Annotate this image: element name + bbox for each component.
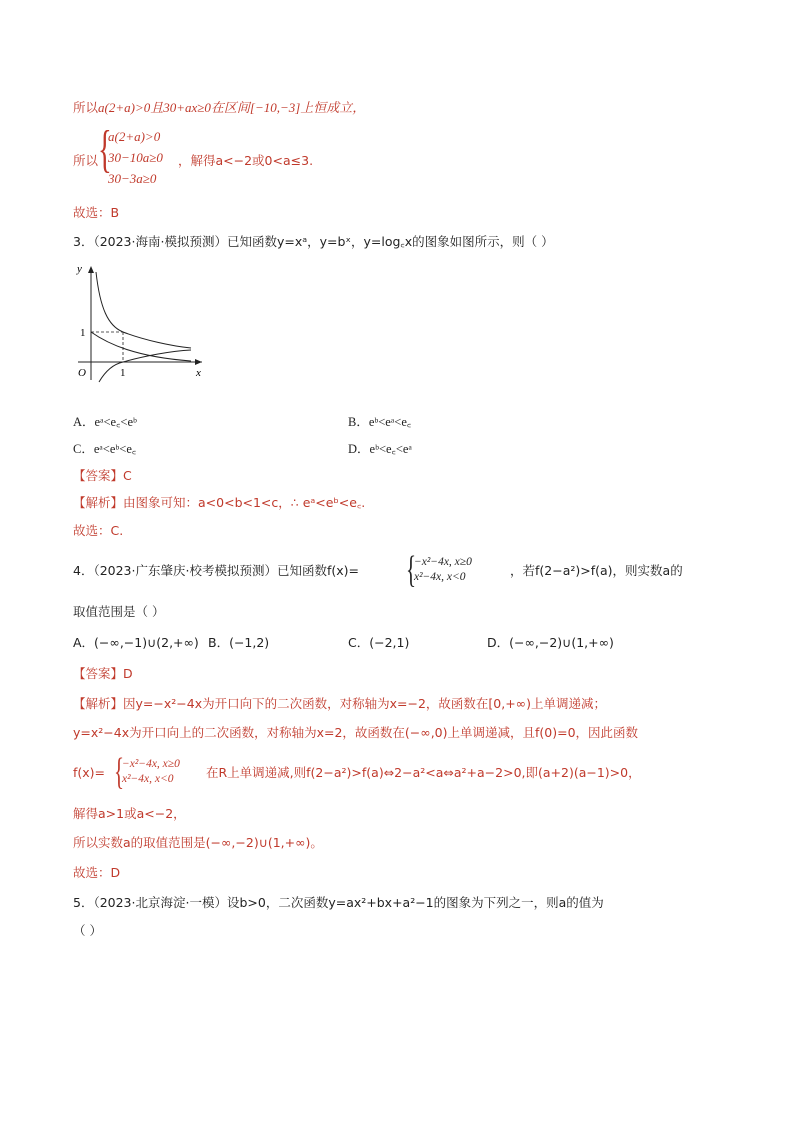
analysis-text-1: 因y=−x²−4x为开口向下的二次函数，对称轴为x=−2，故函数在[0,+∞)上单调递减； bbox=[123, 696, 606, 711]
analysis-text: 由图象可知：a<0<b<1<c，∴ eᵃ<eᵇ<e꜀. bbox=[123, 495, 366, 510]
q4-analysis-line-3-suffix: 在R上单调递减,则f(2−a²)>f(a)⇔2−a²<a⇔a²+a−2>0,即(a+2)(a−1)>0， bbox=[206, 765, 641, 780]
piece-row-1: −x²−4x, x≥0 bbox=[414, 556, 472, 568]
y-axis-label: y bbox=[77, 263, 82, 275]
system-brace: { bbox=[98, 121, 112, 178]
q3-function-graph bbox=[66, 258, 216, 388]
text-so: 所以 bbox=[73, 100, 99, 115]
q3-option-b[interactable]: B．eᵇ<eᵃ<e꜀ bbox=[348, 415, 412, 429]
q4-option-d[interactable]: D．(−∞,−2)∪(1,+∞) bbox=[487, 635, 614, 650]
choice-line-b: 故选：B bbox=[73, 205, 120, 220]
q3-option-c[interactable]: C．eᵃ<eᵇ<e꜀ bbox=[73, 442, 137, 456]
q4-analysis-brace: { bbox=[114, 751, 125, 793]
q4-option-b[interactable]: B．(−1,2) bbox=[208, 635, 270, 650]
origin-label: O bbox=[78, 367, 86, 379]
y-axis-arrow-icon bbox=[88, 266, 94, 273]
condition-expr: a(2+a)>0且30+ax≥0在区间[−10,−3]上恒成立， bbox=[98, 100, 366, 115]
x-axis-label: x bbox=[196, 367, 201, 379]
q4-analysis-line-3-prefix: f(x)= bbox=[73, 765, 106, 780]
q4-option-c[interactable]: C．(−2,1) bbox=[348, 635, 410, 650]
q3-choice-line: 故选：C. bbox=[73, 523, 124, 538]
piece-row-2: x²−4x, x<0 bbox=[414, 571, 466, 583]
q3-analysis-line bbox=[73, 495, 365, 511]
q4-piecewise bbox=[414, 555, 472, 585]
analysis-piece-row-2: x²−4x, x<0 bbox=[122, 773, 174, 785]
q3-stem: 3．（2023·海南·模拟预测）已知函数y=xᵃ，y=bˣ，y=log꜀x的图象如图所示，则（ ） bbox=[73, 234, 554, 249]
line-so-system-prefix: 所以 bbox=[73, 153, 99, 168]
line-so-condition bbox=[73, 100, 365, 116]
system-row-1: a(2+a)>0 bbox=[108, 129, 161, 144]
q3-option-d[interactable]: D．eᵇ<e꜀<eᵃ bbox=[348, 442, 412, 456]
q4-analysis-piecewise bbox=[122, 757, 180, 787]
q4-analysis-line-4: 解得a>1或a<−2， bbox=[73, 806, 186, 821]
q3-answer-line bbox=[73, 468, 132, 484]
answer-tag: 【答案】 bbox=[73, 666, 124, 681]
inequality-system bbox=[108, 126, 163, 189]
analysis-tag: 【解析】 bbox=[73, 495, 124, 510]
q4-stem-line-2: 取值范围是（ ） bbox=[73, 604, 165, 619]
q3-option-a[interactable]: A．eᵃ<e꜀<eᵇ bbox=[73, 415, 137, 429]
x-axis-arrow-icon bbox=[195, 359, 202, 365]
q4-answer-line bbox=[73, 666, 133, 682]
system-row-2: 30−10a≥0 bbox=[108, 150, 163, 165]
q4-option-a[interactable]: A．(−∞,−1)∪(2,+∞) bbox=[73, 635, 199, 650]
q4-analysis-line-2: y=x²−4x为开口向上的二次函数，对称轴为x=2，故函数在(−∞,0)上单调递减，且f(0)=0，因此函数 bbox=[73, 725, 639, 740]
analysis-tag: 【解析】 bbox=[73, 696, 124, 711]
curve-power-function bbox=[96, 272, 191, 348]
q4-choice-line: 故选：D bbox=[73, 865, 121, 880]
q5-stem-line-2: （ ） bbox=[73, 923, 102, 938]
answer-value: C bbox=[123, 468, 132, 483]
system-row-3: 30−3a≥0 bbox=[108, 171, 157, 186]
system-solution: ，解得a<−2或0<a≤3. bbox=[178, 153, 314, 168]
q4-analysis-line-1 bbox=[73, 696, 606, 712]
q4-stem-suffix: ，若f(2−a²)>f(a)，则实数a的 bbox=[510, 563, 683, 578]
answer-value: D bbox=[123, 666, 133, 681]
q4-piecewise-brace: { bbox=[406, 549, 417, 591]
analysis-piece-row-1: −x²−4x, x≥0 bbox=[122, 758, 180, 770]
q4-analysis-line-5: 所以实数a的取值范围是(−∞,−2)∪(1,+∞)。 bbox=[73, 835, 323, 850]
q5-stem: 5．（2023·北京海淀·一模）设b>0，二次函数y=ax²+bx+a²−1的图象为下列之一，则a的值为 bbox=[73, 895, 604, 910]
q4-stem-prefix: 4．（2023·广东肇庆·校考模拟预测）已知函数f(x)= bbox=[73, 563, 359, 578]
answer-tag: 【答案】 bbox=[73, 468, 124, 483]
tick-label-y-one: 1 bbox=[80, 327, 86, 339]
tick-label-x-one: 1 bbox=[120, 367, 126, 379]
